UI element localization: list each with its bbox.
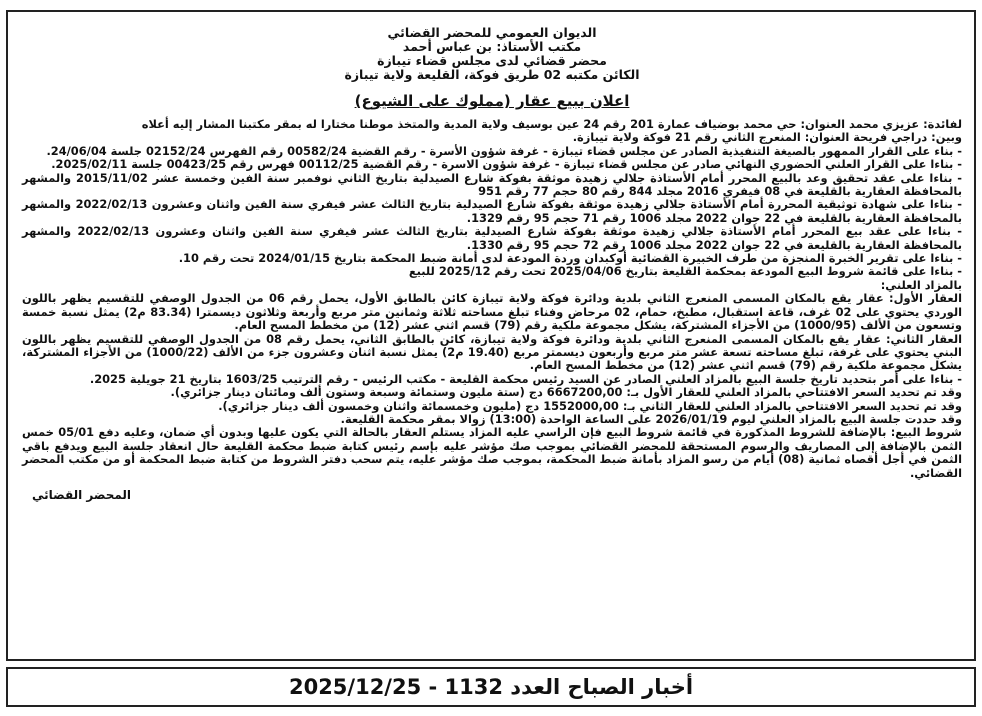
notice-header	[22, 26, 962, 82]
paragraph-public-auction: بالمزاد العلني:	[880, 277, 962, 292]
paragraph-sale-contract: - بناءا على عقد بيع المحرر أمام الأستاذة جلالي زهيدة موثقة بفوكة شارع الصيدلية بتاريخ الثالث عشر فيفري سنة الفين واثنان وعشرون 2022/02/13 والمشهر بالمحافظة العقارية بالقليعة في 22 جوان 2022 مجلد 1006 رقم 72 حجم 95 رقم 1330.	[22, 224, 963, 252]
paragraph-property-2: العقار الثاني: عقار يقع بالمكان المسمى المنعرج الثاني بلدية ودائرة فوكة ولاية تيبازة، كائن بالطابق الثاني، يحمل رقم 08 من الجدول الوصفي للتقسيم يظهر باللون البني يحتوي على غرفة، تبلغ مساحته تسعة عشر متر مربع وأربعون ديسمتر مربع (19.40 م2) يمثل نسبة اثنان وعشرون جزء من الألف (1000/22) من الأجزاء المشتركة، يشكل مجموعة ملكية رقم (79) قسم اثني عشر (12) من مخطط المسح العام.	[22, 331, 963, 373]
paragraph-notarial-certificate: - بناءا على شهادة توثيقية المحررة أمام الأستاذة جلالي زهيدة موثقة بفوكة شارع الصيدلية بتاريخ الثالث عشر فيفري سنة الفين واثنان وعشرون 2022/02/13 والمشهر بالمحافظة العقارية بالقليعة في 22 جوان 2022 مجلد 1006 رقم 71 حجم 95 رقم 1329.	[22, 197, 963, 225]
paragraph-price-property-2: وقد تم تحديد السعر الافتتاحي بالمزاد العلني للعقار الثاني بـ: 1552000,00 دج (مليون وخمسمائة واثنان وخمسون ألف دينار جزائري).	[218, 398, 962, 413]
paragraph-hearing-date: وقد حددت جلسة البيع بالمزاد العلني ليوم 2026/01/19 على الساعة الواحدة (13:00) زوالا بمقر محكمة القليعة.	[340, 411, 962, 426]
paragraph-beneficiary: لفائدة: عزيزي محمد العنوان: حي محمد بوضياف عمارة 201 رقم 24 عين بوسيف ولاية المدية والمتخذ موطنا مختارا له بمقر مكتبنا المشار إليه أعلاه	[141, 117, 962, 131]
header-bailiff-line: مكتب الأستاذ: بن عباس أحمد	[402, 39, 582, 54]
notice-frame	[6, 10, 976, 661]
newspaper-footer	[6, 667, 976, 707]
signature: المحضر القضائي	[32, 487, 132, 502]
paragraph-conditions-list: - بناءا على قائمة شروط البيع المودعة بمحكمة القليعة بتاريخ 2025/04/06 تحت رقم 2025/12 للبيع	[408, 264, 962, 279]
notice-title	[22, 92, 962, 110]
header-court-line: محضر قضائي لدى مجلس قضاء تيبازة	[377, 53, 607, 68]
paragraph-defendant: وبين: دراجي فريحة العنوان: المنعرج الثاني رقم 21 فوكة ولاية تيبازة.	[572, 130, 962, 145]
header-address-line: الكائن مكتبه 02 طريق فوكة، القليعة ولاية تيبازة	[344, 67, 640, 82]
paragraph-promise-of-sale: - بناءا على عقد تحقيق وعد بالبيع المحرر أمام الأستاذة جلالي زهيدة موثقة بفوكة شارع الصيدلية بتاريخ الثاني نوفمبر سنة الفين وخمسة عشر 2015/11/02 والمشهر بالمحافظة العقارية بالقليعة في 08 فيفري 2016 مجلد 844 رقم 80 حجم 77 رقم 951	[22, 170, 963, 199]
paragraph-hearing-order: - بناءا على أمر بتحديد تاريخ جلسة البيع بالمزاد العلني الصادر عن السيد رئيس محكمة القليعة - مكتب الرئيس - رقم الترتيب 1603/25 بتاريخ 21 جويلية 2025.	[89, 371, 962, 386]
paragraph-decision-1: - بناء على القرار الممهور بالصيغة التنفيذية الصادر عن مجلس قضاء تيبازة - غرفة شؤون الأسرة - رقم القضية 00582/24 رقم الفهرس 02152/24 جلسة 24/06/04.	[46, 143, 962, 158]
notice-title-text: اعلان ببيع عقار (مملوك على الشيوع)	[354, 92, 630, 110]
paragraph-price-property-1: وقد تم تحديد السعر الافتتاحي بالمزاد العلني للعقار الأول بـ: 6667200,00 دج (ستة مليون وستمائة وسبعة وستون ألف ومائتان دينار جزائري).	[170, 385, 962, 400]
notice-body	[22, 118, 962, 480]
paragraph-property-1: العقار الأول: عقار يقع بالمكان المسمى المنعرج الثاني بلدية ودائرة فوكة ولاية تيبازة كائن بالطابق الأول، يحمل رقم 06 من الجدول الوصفي للتقسيم يظهر باللون الوردي يحتوي على 02 غرف، قاعة استقبال، مطبخ، حمام، 02 مرحاض وفناء تبلغ مساحته ثلاثة وثمانين متر مربع وأربعة وثلاثون ديسمترا (83.34 م2) يمثل نسبة خمسة وتسعون من الألف (1000/95) من الأجزاء المشتركة، يشكل مجموعة ملكية رقم (79) قسم اثني عشر (12) من مخطط المسح العام.	[22, 291, 962, 333]
header-office-line: الديوان العمومي للمحضر القضائي	[387, 25, 597, 40]
paragraph-sale-conditions: شروط البيع: بالإضافة للشروط المذكورة في قائمة شروط البيع فإن الراسي عليه المزاد يستلم العقار بالحالة التي يكون عليها وبدون أي ضمان، وعليه دفع 05/01 خمس الثمن بالإضافة إلى المصاريف والرسوم المستحقة للمحضر القضائي بموجب صك مؤشر عليه بإسم رئيس كتابة ضبط محكمة القليعة حال انعقاد جلسة البيع ويدفع باقي الثمن في أجل أقصاه ثمانية (08) أيام من رسو المزاد بأمانة ضبط المحكمة، بموجب صك مؤشر عليه، يتم سحب دفتر الشروط من كتابة ضبط المحكمة أو من مكتب المحضر القضائي.	[22, 425, 962, 480]
paragraph-expert-report: - بناءا على تقرير الخبرة المنجزة من طرف الخبيرة القضائية أوكبدان وردة المودعة لدى أمانة ضبط المحكمة بتاريخ 2024/01/15 تحت رقم 10.	[178, 251, 962, 266]
footer-issue-text: أخبار الصباح العدد 1132 - 2025/12/25	[288, 675, 694, 699]
paragraph-decision-2: - بناءا على القرار العلني الحضوري النهائي صادر عن مجلس قضاء تيبازة - غرفة شؤون الاسرة - رقم القضية 00112/25 فهرس رقم 00423/25 جلسة 2025/02/11.	[51, 157, 962, 172]
